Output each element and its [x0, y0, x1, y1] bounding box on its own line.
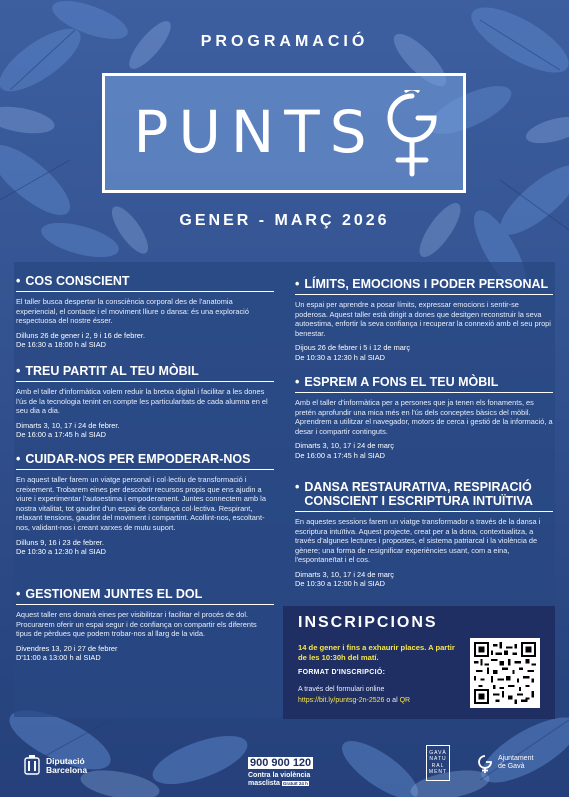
footer: [0, 725, 569, 797]
helpline-line1: Contra la violència: [248, 772, 311, 779]
helpline-logo: [248, 753, 322, 788]
gava-g-icon: [476, 753, 494, 773]
diputacio-line2: Barcelona: [46, 765, 88, 775]
activity-title: • COS CONSCIENT: [16, 274, 274, 292]
activity-description: Un espai per aprendre a posar límits, expressar emocions i sentir-se poderosa. Aquest taller està dirigit a dones que desitgen reconstruir la seva autoestima, enfortir la seva confiança i recuperar la connexió amb el seu propi benestar.: [295, 300, 551, 338]
activity-title: • CUIDAR-NOS PER EMPODERAR-NOS: [16, 452, 274, 470]
activity-limits: [295, 277, 553, 362]
activity-schedule-hours: De 10:30 a 12:30 h al SIAD: [295, 352, 385, 362]
activity-schedule-hours: De 16:00 a 17:45 h al SIAD: [16, 430, 106, 440]
activity-schedule-hours: De 16:00 a 17:45 h al SIAD: [295, 450, 385, 460]
activity-treu-partit: [16, 364, 274, 440]
activity-title: • ESPREM A FONS EL TEU MÒBIL: [295, 375, 553, 393]
activity-gestionem-dol: [16, 587, 274, 663]
activity-schedule-days: Divendres 13, 20 i 27 de febrer: [16, 643, 118, 653]
activity-schedule-hours: De 16:30 a 18:00 h al SIAD: [16, 340, 106, 350]
venus-g-symbol-icon: [385, 90, 439, 182]
programacio-kicker: PROGRAMACIÓ: [200, 33, 369, 50]
diputacio-crest-icon: [24, 755, 40, 777]
activity-title: • GESTIONEM JUNTES EL DOL: [16, 587, 274, 605]
activity-title: • DANSA RESTAURATIVA, RESPIRACIÓ CONSCIENT I ESCRIPTURA INTUÏTIVA: [295, 480, 553, 512]
qr-code[interactable]: [470, 638, 540, 708]
activity-schedule-days: Dimarts 3, 10, 17 i 24 de febrer.: [16, 420, 120, 430]
activity-schedule-days: Dimarts 3, 10, 17 i 24 de març: [295, 441, 394, 451]
ajuntament-gava-logo: [476, 753, 533, 773]
inscripcions-title: INSCRIPCIONS: [298, 614, 438, 631]
diputacio-line1: Diputació: [46, 755, 85, 766]
title-box: [102, 73, 466, 193]
or-text: o al: [386, 697, 398, 704]
format-label: FORMAT D'INSCRIPCIÓ:: [298, 669, 386, 676]
activity-cuidar-nos: [16, 452, 274, 556]
qr-label: QR: [399, 697, 411, 704]
qr-code-icon: [474, 642, 536, 704]
page-title: PUNTS: [133, 98, 377, 166]
activity-esprem-mobil: [295, 375, 553, 460]
activity-dansa-restaurativa: [295, 480, 553, 589]
inscripcions-box: [283, 606, 555, 719]
activity-description: Aquest taller ens donarà eines per visibilitzar i facilitar el procés de dol. Procurarem oferir un espai segur i de confiança on compartir els diferents tipus de pèrdues que podem trobar-nos al llarg de la vida.: [16, 610, 257, 639]
inscription-link[interactable]: https://bit.ly/puntsg-2n-2526: [298, 697, 385, 704]
helpline-badge: Gratuït 24 h: [282, 781, 308, 786]
inscripcions-dates: 14 de gener i fins a exhaurir places. A partir de les 10:30h del matí.: [298, 643, 455, 662]
helpline-line2: masclista: [248, 780, 280, 787]
ajuntament-line1: Ajuntament: [498, 755, 534, 762]
activity-schedule-hours: De 10:30 a 12:00 h al SIAD: [295, 579, 385, 589]
activity-schedule-days: Dilluns 9, 16 i 23 de febrer.: [16, 537, 104, 547]
diputacio-logo: [24, 755, 87, 777]
activity-schedule-hours: De 10:30 a 12:30 h al SIAD: [16, 546, 106, 556]
activity-title: • LÍMITS, EMOCIONS I PODER PERSONAL: [295, 277, 553, 295]
program-dates: GENER - MARÇ 2026: [179, 212, 390, 229]
activity-description: En aquest taller farem un viatge personal i col·lectiu de transformació i creixement. Trobarem eines per descobrir recursos propis que ens ajudin a viure i experimentar l'autoestima i empoderament. Juntes connectem amb la nostra vitalitat, tot gaudint d'un espai de confiança col·lectiva. Respirant, relaxant tensions, gaudint del moviment i compartint. Acollint-nos, escoltant-nos, validant-nos i creant xarxes de mutu suport.: [16, 475, 266, 532]
activity-title: • TREU PARTIT AL TEU MÒBIL: [16, 364, 274, 382]
helpline-number: 900 900 120: [250, 757, 312, 769]
activity-description: En aquestes sessions farem un viatge transformador a través de la dansa i escriptura intuïtiva. Aquest projecte, creat per a la dona, contextualitza, a través d'algunes lectures i propostes, el sistema patriarcal i la violència de gènere; una forma de resignificar experiències usant, com a eina, l'espontaneïtat i el cos.: [295, 517, 541, 565]
activity-description: El taller busca despertar la consciència corporal des de l'anatomia experiencial, el contacte i el moviment lliure o dansa: és una exploració respectuosa del nostre ésser.: [16, 297, 249, 326]
hero-section: [0, 0, 569, 262]
activity-schedule-hours: D'11:00 a 13:00 h al SIAD: [16, 653, 101, 663]
online-form-text: A través del formulari online: [298, 686, 385, 693]
activity-description: Amb el taller d'informàtica per a persones que ja tenen els fonaments, es pretén aprofundir una mica més en l'ús dels conceptes bàsics del mòbil. Aprendrem a utilitzar el navegador, motors de cerca i gestió de la informació, a desar i compartir continguts.: [295, 398, 553, 436]
inscription-link-line: [298, 697, 410, 704]
gava-naturalment-logo: GAVÀ NATU RAL MENT: [426, 745, 450, 781]
activity-cos-conscient: [16, 274, 274, 350]
activity-schedule-days: Dijous 26 de febrer i 5 i 12 de març: [295, 343, 411, 353]
activity-description: Amb el taller d'informàtica volem reduir la bretxa digital i facilitar a les dones l'ús de la tecnologia tenint en compte les particularitats de cada alumna en el seu dia a dia.: [16, 387, 268, 416]
activity-schedule-days: Dilluns 26 de gener i 2, 9 i 16 de febrer.: [16, 330, 146, 340]
activity-schedule-days: Dimarts 3, 10, 17 i 24 de març: [295, 569, 394, 579]
ajuntament-line2: de Gavà: [498, 763, 525, 770]
